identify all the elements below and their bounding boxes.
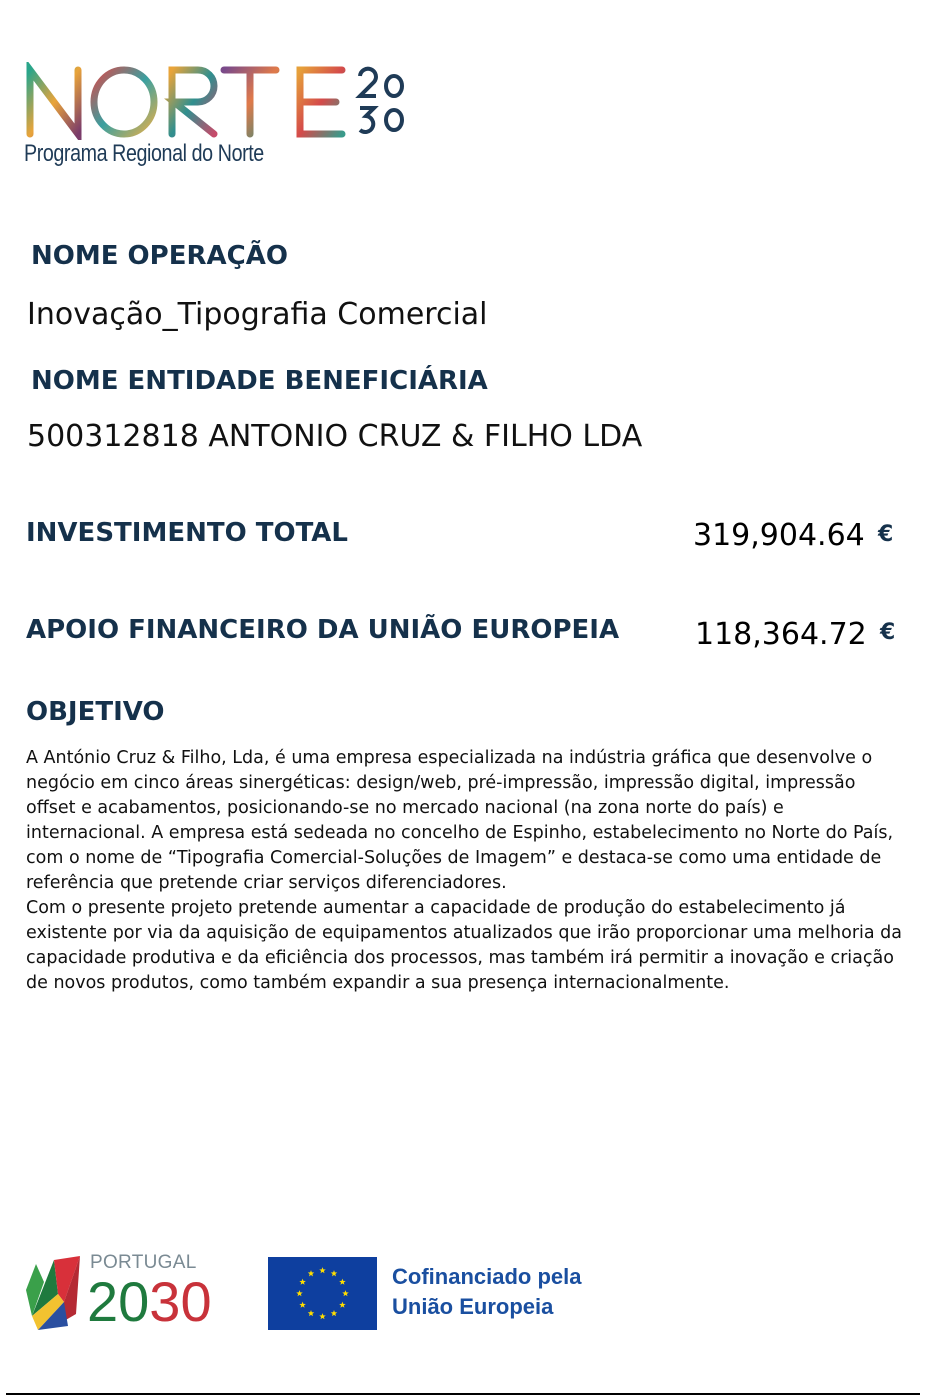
eu-flag (268, 1257, 377, 1330)
eu-support-currency: € (880, 620, 896, 645)
entity-label: NOME ENTIDADE BENEFICIÁRIA (31, 366, 488, 396)
portugal-year-part: 20 (87, 1270, 150, 1333)
program-name: Programa Regional do Norte (24, 140, 264, 167)
investment-label: INVESTIMENTO TOTAL (26, 518, 348, 548)
portugal-label: PORTUGAL (90, 1252, 197, 1273)
eu-support-label: APOIO FINANCEIRO DA UNIÃO EUROPEIA (26, 615, 620, 645)
eu-star-icon (339, 1302, 345, 1308)
operation-label: NOME OPERAÇÃO (31, 241, 288, 271)
eu-star-icon (299, 1279, 305, 1285)
objective-paragraph: A António Cruz & Filho, Lda, é uma empresa especializada na indústria gráfica que desenvolve o negócio em cinco áreas sinergéticas: design/web, pré-impressão, impressão digital, impressão offset e acabamentos, posicionando-se no mercado nacional (na zona norte do país) e internacional. A empresa está sedeada no concelho de Espinho, estabelecimento no Norte do País, com o nome de “Tipografia Comercial-Soluções de Imagem” e destaca-se como uma entidade de referência que pretende criar serviços diferenciadores. (26, 748, 894, 893)
eu-star-icon (339, 1279, 345, 1285)
investment-amount: 319,904.64 (693, 518, 865, 553)
objective-text (26, 746, 906, 996)
eu-star-icon (319, 1267, 325, 1273)
eu-text-line: União Europeia (392, 1294, 554, 1319)
eu-star-icon (319, 1313, 325, 1319)
eu-star-icon (308, 1310, 314, 1316)
eu-star-icon (331, 1270, 337, 1276)
norte-2030-logo (24, 62, 434, 140)
eu-stars-icon (268, 1257, 377, 1330)
eu-star-icon (308, 1270, 314, 1276)
portugal-2030-year (87, 1270, 212, 1334)
eu-star-icon (342, 1290, 348, 1296)
eu-text-line: Cofinanciado pela (392, 1264, 582, 1289)
portugal-year-part: 30 (149, 1270, 212, 1333)
investment-currency: € (878, 522, 894, 547)
operation-value: Inovação_Tipografia Comercial (27, 297, 488, 332)
eu-cofinanced-text (392, 1262, 581, 1322)
footer-divider (6, 1393, 920, 1395)
entity-value: 500312818 ANTONIO CRUZ & FILHO LDA (27, 419, 643, 454)
eu-star-icon (296, 1290, 302, 1296)
objective-label: OBJETIVO (26, 697, 165, 727)
eu-support-amount: 118,364.72 (695, 617, 867, 652)
objective-paragraph: Com o presente projeto pretende aumentar a capacidade de produção do estabelecimento já existente por via da aquisição de equipamentos atualizados que irão proporcionar uma melhoria da capacidade produtiva e da eficiência dos processos, mas também irá permitir a inovação e criação de novos produtos, como também expandir a sua presença internacionalmente. (26, 898, 903, 993)
portugal-2030-mark-icon (24, 1254, 82, 1332)
eu-star-icon (299, 1302, 305, 1308)
eu-star-icon (331, 1310, 337, 1316)
